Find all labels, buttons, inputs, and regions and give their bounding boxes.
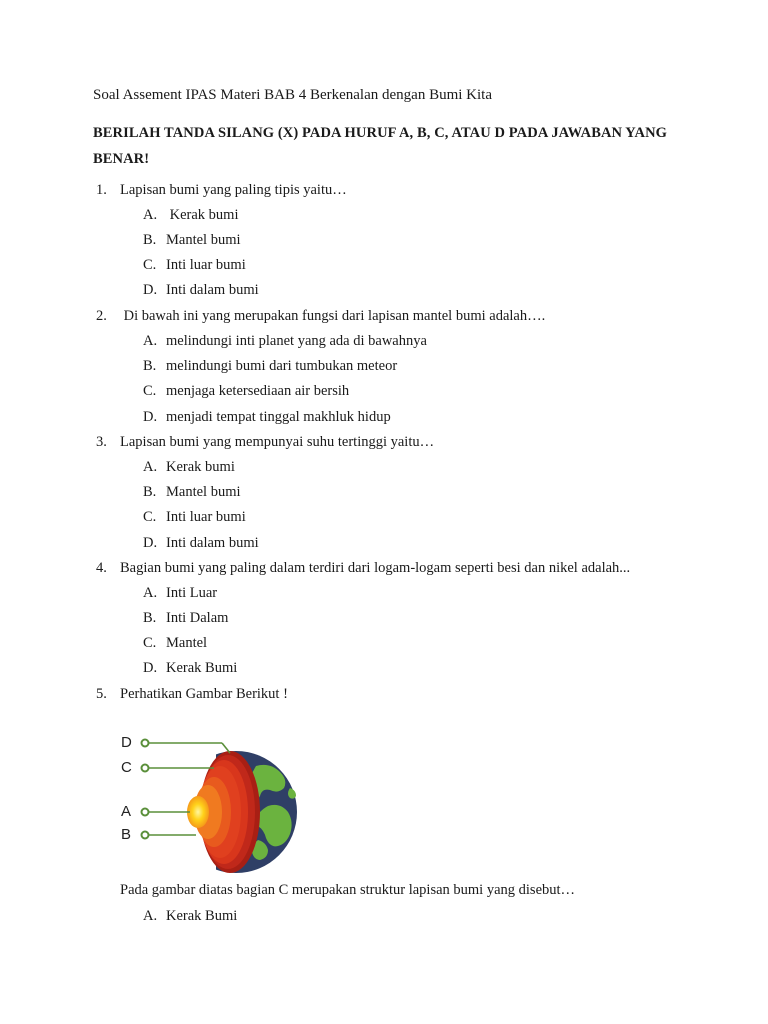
option-3a [143,459,235,476]
figure-label-b: B [121,826,132,843]
earth-layers-figure [118,732,308,876]
option-text: Mantel bumi [166,232,241,248]
figure-label-c: C [121,759,132,776]
option-4b [143,610,228,627]
option-letter: C. [143,383,157,399]
option-1b [143,232,241,249]
question-text: Perhatikan Gambar Berikut ! [120,686,288,702]
question-number: 4. [96,560,107,576]
option-2a [143,333,427,350]
option-text: Inti Dalam [166,610,229,626]
option-letter: A. [143,908,158,924]
option-letter: A. [143,459,158,475]
question-number: 1. [96,182,107,198]
option-3c [143,509,246,526]
question-3 [96,434,434,451]
option-5a [143,908,237,925]
option-text: menjaga ketersediaan air bersih [166,383,350,399]
question-5 [96,686,288,703]
option-2c [143,383,349,400]
document-title: Soal Assement IPAS Materi BAB 4 Berkenalan dengan Bumi Kita [93,87,492,103]
instruction-text: BERILAH TANDA SILANG (X) PADA HURUF A, B, C, ATAU D PADA JAWABAN YANG BENAR! [93,125,668,167]
earth-cross-section-image [118,732,308,876]
option-4c [143,635,207,652]
option-letter: C. [143,257,157,273]
option-text: Mantel [166,635,208,651]
option-letter: B. [143,232,157,248]
option-text: menjadi tempat tinggal makhluk hidup [166,409,391,425]
option-4a [143,585,217,602]
option-text: Kerak bumi [166,459,235,475]
option-text: Inti luar bumi [166,257,246,273]
option-letter: D. [143,282,158,298]
option-letter: A. [143,333,158,349]
question-number: 2. [96,308,107,324]
option-3b [143,484,241,501]
question-2 [96,308,545,325]
option-text: Inti Luar [166,585,218,601]
option-letter: C. [143,509,157,525]
option-text: melindungi inti planet yang ada di bawahnya [166,333,427,349]
option-letter: B. [143,358,157,374]
question-text: Di bawah ini yang merupakan fungsi dari lapisan mantel bumi adalah…. [120,308,546,324]
option-text: Kerak Bumi [166,908,238,924]
leader-dots [142,740,149,839]
option-letter: D. [143,660,158,676]
option-letter: B. [143,484,157,500]
option-letter: A. [143,207,158,223]
option-2b [143,358,397,375]
option-text: Inti dalam bumi [166,282,259,298]
option-text: Kerak bumi [166,207,239,223]
question-1 [96,182,347,199]
option-4d [143,660,237,677]
question-number: 5. [96,686,107,702]
option-text: Mantel bumi [166,484,241,500]
question-text: Lapisan bumi yang mempunyai suhu tertinggi yaitu… [120,434,435,450]
option-letter: A. [143,585,158,601]
question-text: Lapisan bumi yang paling tipis yaitu… [120,182,347,198]
question-number: 3. [96,434,107,450]
figure-label-d: D [121,734,132,751]
question-4 [96,560,630,577]
option-1d [143,282,259,299]
figure-label-a: A [121,803,132,820]
option-letter: C. [143,635,157,651]
option-letter: D. [143,535,158,551]
option-3d [143,535,259,552]
option-text: Inti dalam bumi [166,535,259,551]
question-text: Bagian bumi yang paling dalam terdiri dari logam-logam seperti besi dan nikel adalah... [120,560,631,576]
option-1a [143,207,238,224]
option-text: Kerak Bumi [166,660,238,676]
option-letter: D. [143,409,158,425]
earth-layers [187,751,260,873]
option-letter: B. [143,610,157,626]
option-1c [143,257,246,274]
option-2d [143,409,391,426]
option-text: melindungi bumi dari tumbukan meteor [166,358,398,374]
question-5-followup: Pada gambar diatas bagian C merupakan struktur lapisan bumi yang disebut… [120,882,576,898]
option-text: Inti luar bumi [166,509,246,525]
